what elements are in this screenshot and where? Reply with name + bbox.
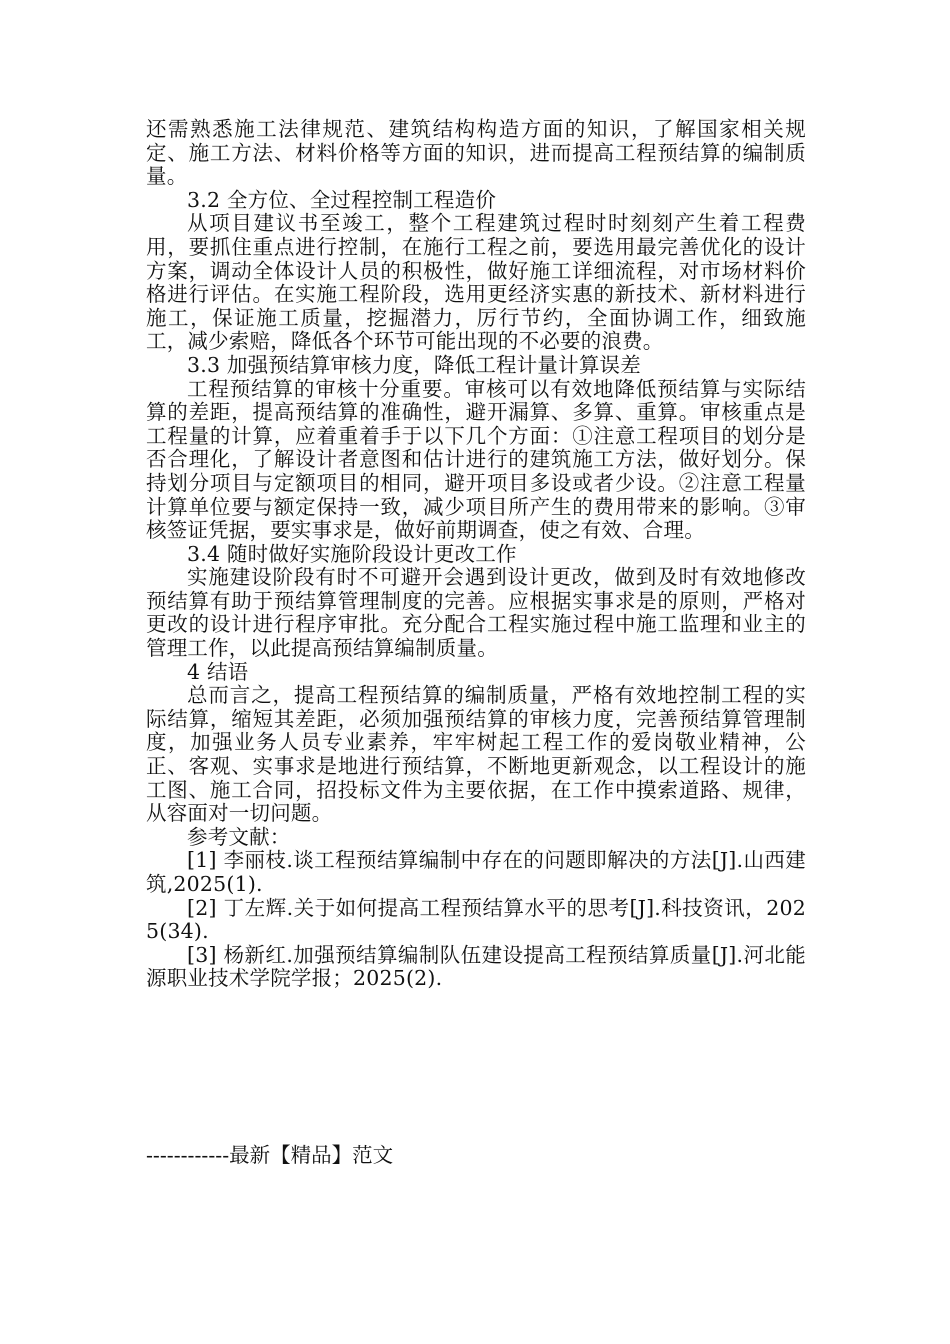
section-heading-4: 4 结语 [187, 659, 249, 684]
section-heading-3-2: 3.2 全方位、全过程控制工程造价 [187, 187, 497, 212]
paragraph-3-4: 实施建设阶段有时不可避开会遇到设计更改，做到及时有效地修改预结算有助于预结算管理制度的完善。应根据实事求是的原则，严格对更改的设计进行程序审批。充分配合工程实施过程中施工监理和业主的管理工作，以此提高预结算编制质量。 [146, 565, 806, 661]
paragraph-4: 总而言之，提高工程预结算的编制质量，严格有效地控制工程的实际结算，缩短其差距，必须加强预结算的审核力度，完善预结算管理制度，加强业务人员专业素养，牢牢树起工程工作的爱岗敬业精神，公正、客观、实事求是地进行预结算，不断地更新观念，以工程设计的施工图、施工合同，招投标文件为主要依据，在工作中摸索道路、规律，从容面对一切问题。 [146, 683, 806, 826]
paragraph-3-2: 从项目建议书至竣工，整个工程建筑过程时时刻刻产生着工程费用，要抓住重点进行控制，在施行工程之前，要选用最完善优化的设计方案，调动全体设计人员的积极性，做好施工详细流程，对市场材料价格进行评估。在实施工程阶段，选用更经济实惠的新技术、新材料进行施工，保证施工质量，挖掘潜力，厉行节约，全面协调工作，细致施工，减少索赔，降低各个环节可能出现的不必要的浪费。 [146, 211, 806, 354]
reference-item-3: [3] 杨新红.加强预结算编制队伍建设提高工程预结算质量[J].河北能源职业技术学院学报；2025(2). [146, 942, 806, 991]
paragraph-3-3: 工程预结算的审核十分重要。审核可以有效地降低预结算与实际结算的差距，提高预结算的准确性，避开漏算、多算、重算。审核重点是工程量的计算，应着重着手于以下几个方面：①注意工程项目的划分是否合理化，了解设计者意图和估计进行的建筑施工方法，做好划分。保持划分项目与定额项目的相同，避开项目多设或者少设。②注意工程量计算单位要与额定保持一致，减少项目所产生的费用带来的影响。③审核签证凭据，要实事求是，做好前期调查，使之有效、合理。 [146, 376, 806, 543]
references-heading: 参考文献： [187, 824, 291, 849]
reference-item-1: [1] 李丽枝.谈工程预结算编制中存在的问题即解决的方法[J].山西建筑,2025(1). [146, 848, 806, 896]
page-footer: ------------最新【精品】范文 [146, 1143, 394, 1167]
reference-item-2: [2] 丁左辉.关于如何提高工程预结算水平的思考[J].科技资讯，2025(34). [146, 895, 806, 944]
section-heading-3-3: 3.3 加强预结算审核力度，降低工程计量计算误差 [187, 352, 641, 377]
document-body [146, 118, 806, 991]
paragraph-continued: 还需熟悉施工法律规范、建筑结构构造方面的知识，了解国家相关规定、施工方法、材料价格等方面的知识，进而提高工程预结算的编制质量。 [146, 117, 806, 189]
section-heading-3-4: 3.4 随时做好实施阶段设计更改工作 [187, 541, 517, 566]
